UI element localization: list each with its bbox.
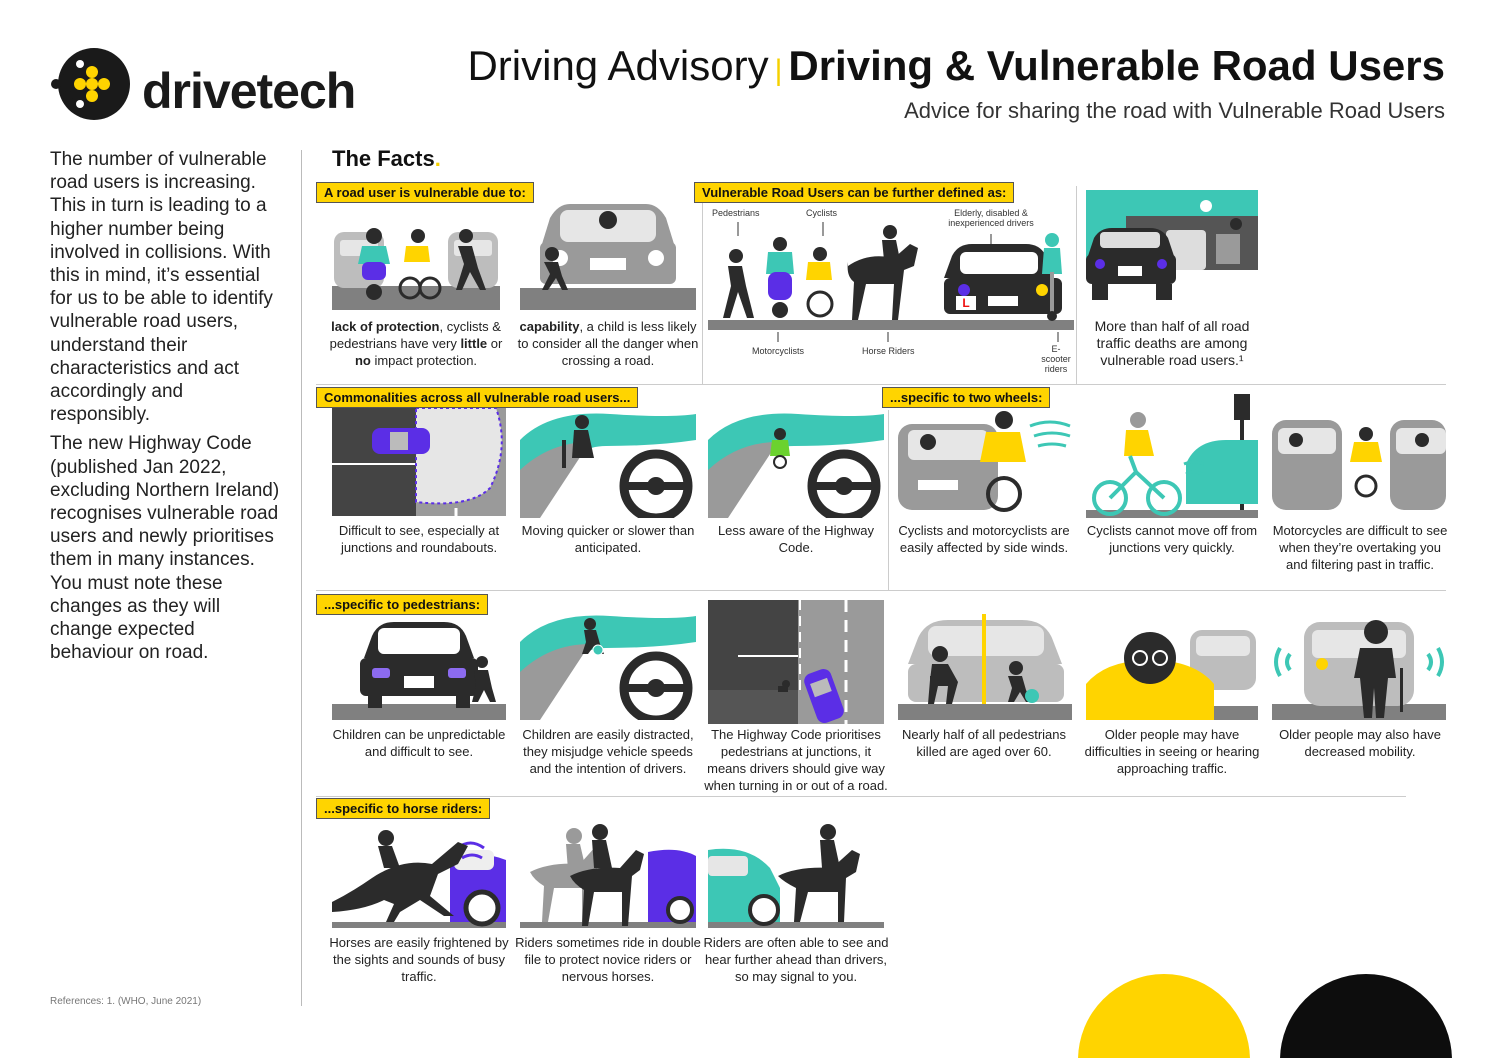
tag-two-wheels: ...specific to two wheels: [882, 387, 1050, 408]
intro-text [50, 148, 282, 670]
column-divider [301, 150, 302, 1006]
title-divider: | [774, 54, 783, 87]
caption-double-file: Riders sometimes ride in double file to protect novice riders or nervous horses. [515, 935, 701, 984]
tag-horse-riders: ...specific to horse riders: [316, 798, 490, 819]
row-divider [316, 384, 1446, 385]
tag-further-defined: Vulnerable Road Users can be further defined as: [694, 182, 1014, 203]
frightened-horse-illustration [332, 822, 506, 928]
label-pedestrians: Pedestrians [712, 208, 760, 218]
caption-older-pedestrians: Nearly half of all pedestrians killed are aged over 60. [901, 727, 1067, 759]
page-title [467, 42, 1445, 90]
caption-filtering: Motorcycles are difficult to see when they’re overtaking you and filtering past in traffic. [1272, 523, 1448, 572]
filtering-illustration [1272, 420, 1446, 518]
slow-junction-illustration [1086, 394, 1258, 518]
l-plate: L [962, 296, 970, 310]
caption-moving-speed: Moving quicker or slower than anticipated. [521, 523, 695, 555]
junction-priority-illustration [708, 600, 884, 724]
capability-illustration [520, 198, 696, 310]
decorative-circles [1070, 970, 1497, 1058]
label-e-scooter-riders: E-scooter riders [1041, 344, 1071, 374]
caption-side-winds: Cyclists and motorcyclists are easily affected by side winds. [898, 523, 1070, 555]
tag-vulnerable-due-to: A road user is vulnerable due to: [316, 182, 534, 203]
caption-capability: capability, a child is less likely to consider all the danger when crossing a road. [517, 319, 699, 368]
row-divider [316, 796, 1406, 797]
children-unpredictable-illustration [332, 618, 506, 720]
caption-highway-code-awareness: Less aware of the Highway Code. [717, 523, 875, 555]
caption-road-deaths: More than half of all road traffic deaths are among vulnerable road users.¹ [1094, 318, 1250, 368]
caption-children-unpredictable: Children can be unpredictable and difficult to see. [332, 727, 506, 759]
caption-decreased-mobility: Older people may also have decreased mobility. [1279, 727, 1441, 759]
older-pedestrians-illustration [898, 614, 1072, 720]
caption-slow-junction: Cyclists cannot move off from junctions very quickly. [1086, 523, 1258, 555]
facts-heading: The Facts. [332, 146, 441, 171]
blind-spot-illustration [332, 408, 506, 516]
road-deaths-illustration [1086, 190, 1258, 302]
references: References: 1. (WHO, June 2021) [50, 996, 202, 1007]
divider [1076, 186, 1077, 384]
moving-speed-illustration [520, 410, 696, 518]
tag-pedestrians: ...specific to pedestrians: [316, 594, 488, 615]
label-elderly-drivers: Elderly, disabled & inexperienced drivers [948, 208, 1034, 228]
caption-difficult-to-see: Difficult to see, especially at junctions and roundabouts. [338, 523, 500, 555]
vulnerable-users-lineup [708, 222, 1074, 342]
decreased-mobility-illustration [1272, 618, 1446, 720]
intro-paragraph-2: The new Highway Code (published Jan 2022, excluding Northern Ireland) recognises vulnerable road users and newly prioritises them in many instances. You must note these changes as they will change expected behaviour on road. [50, 433, 280, 664]
riders-signal-illustration [708, 822, 884, 928]
brand-name: drivetech [142, 63, 356, 119]
tag-commonalities: Commonalities across all vulnerable road users... [316, 387, 638, 408]
caption-frightened-horse: Horses are easily frightened by the sights and sounds of busy traffic. [329, 935, 509, 984]
intro-paragraph-1: The number of vulnerable road users is increasing. This in turn is leading to a higher number being involved in collisions. With this in mind, it’s essential for us to be able to identify vulnerable road users, understand their characteristics and act accordingly and responsibly. [50, 149, 273, 426]
side-winds-illustration [898, 410, 1074, 518]
lack-of-protection-illustration [332, 218, 500, 310]
title-bold: Driving & Vulnerable Road Users [788, 42, 1445, 89]
divider [888, 410, 889, 590]
divider [702, 200, 703, 384]
label-motorcyclists: Motorcyclists [752, 346, 805, 356]
page-subtitle: Advice for sharing the road with Vulnerable Road Users [904, 98, 1445, 123]
caption-junction-priority: The Highway Code prioritises pedestrians at junctions, it means drivers should give way when turning in or out of a road. [704, 727, 888, 793]
caption-lack-of-protection: lack of protection, cyclists & pedestrians have very little or no impact protection. [329, 319, 503, 368]
double-file-illustration [520, 822, 696, 928]
row-divider [316, 590, 1446, 591]
highway-code-awareness-illustration [708, 410, 884, 518]
seeing-hearing-illustration [1086, 624, 1258, 720]
label-cyclists: Cyclists [806, 208, 837, 218]
caption-seeing-hearing: Older people may have difficulties in seeing or hearing approaching traffic. [1084, 727, 1260, 776]
title-light: Driving Advisory [467, 42, 769, 89]
caption-riders-signal: Riders are often able to see and hear further ahead than drivers, so may signal to you. [703, 935, 889, 984]
label-horse-riders: Horse Riders [862, 346, 915, 356]
children-distracted-illustration [520, 612, 696, 720]
caption-children-distracted: Children are easily distracted, they misjudge vehicle speeds and the intention of drivers. [522, 727, 694, 776]
